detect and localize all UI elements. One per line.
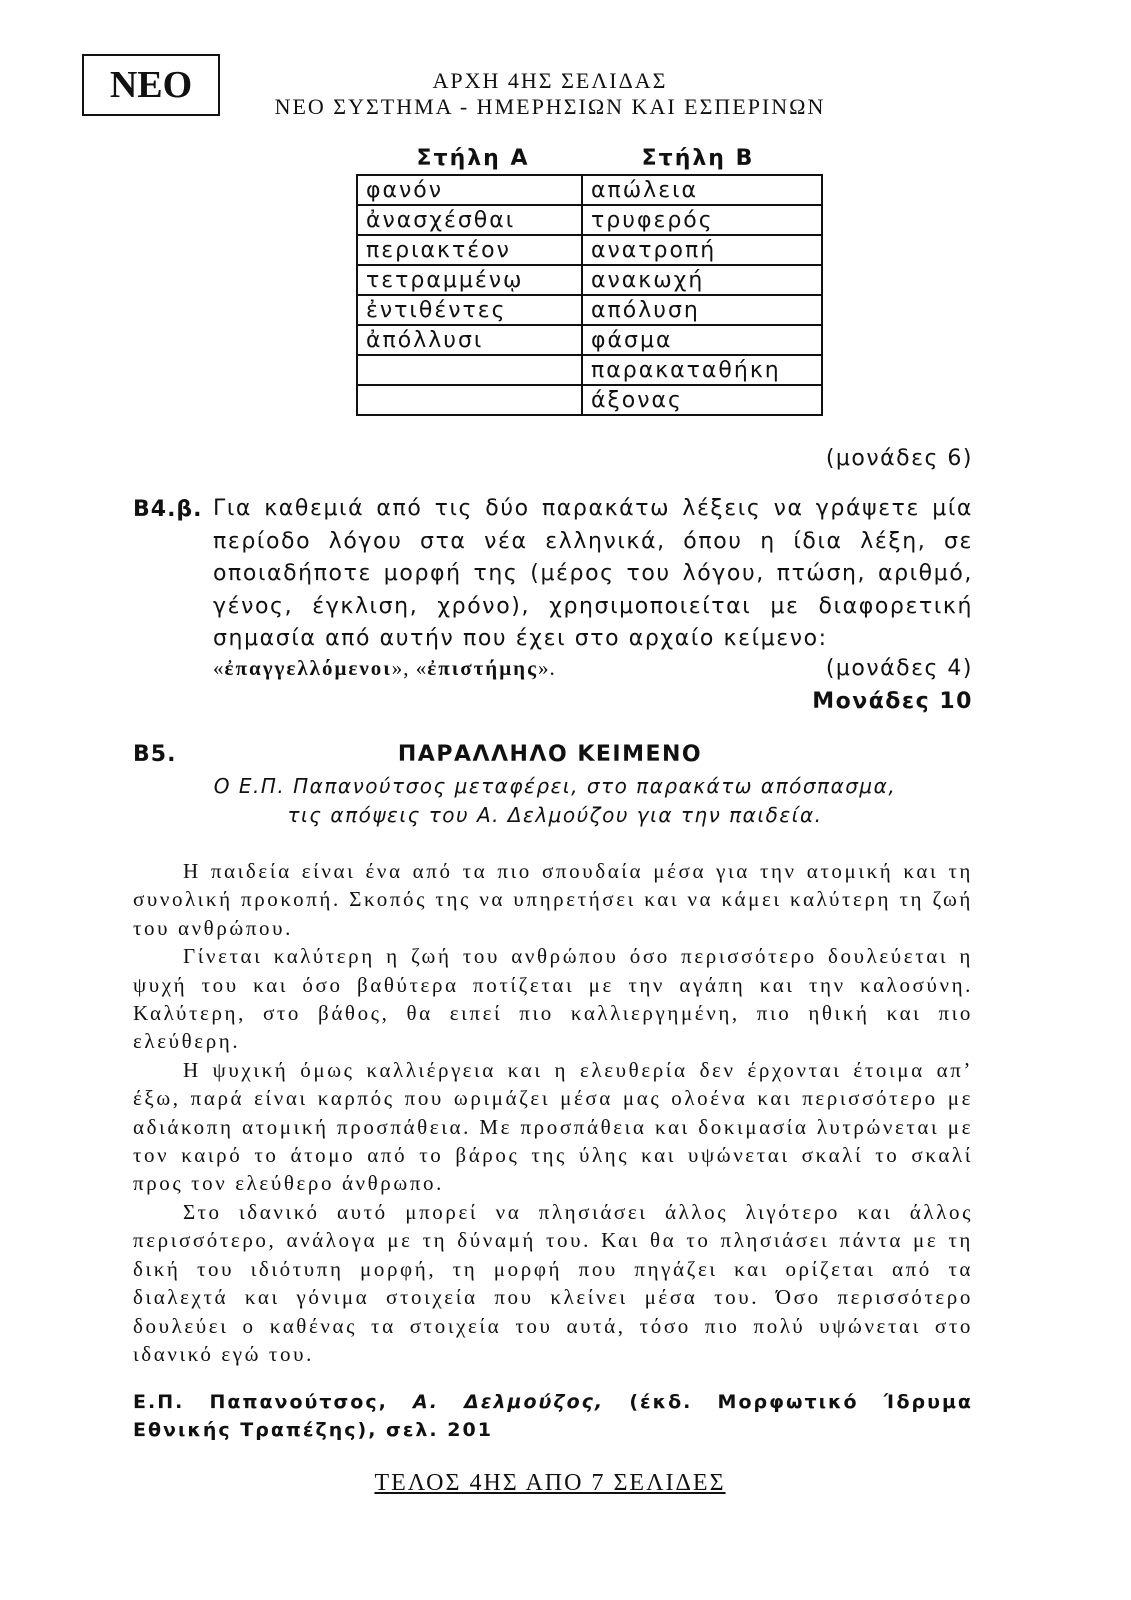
column-a-cell: ἀπόλλυσι xyxy=(357,325,582,355)
question-b4-total: Μονάδες 10 xyxy=(812,689,973,714)
intro-line-1: Ο Ε.Π. Παπανούτσος μεταφέρει, στο παρακάτω απόσπασμα, xyxy=(213,774,897,798)
source-publisher: (έκδ. Μορφωτικό Ίδρυμα Εθνικής Τραπέζης), σελ. 201 xyxy=(133,1391,973,1441)
question-b5-intro xyxy=(140,772,970,830)
question-b5-title: ΠΑΡΑΛΛΗΛΟ ΚΕΙΜΕΝΟ xyxy=(397,742,703,767)
table-row xyxy=(357,325,822,355)
column-b-cell: απώλεια xyxy=(582,175,822,205)
column-a-cell: φανόν xyxy=(357,175,582,205)
column-b-cell: φάσμα xyxy=(582,325,822,355)
question-b4-label: Β4.β. xyxy=(133,497,203,522)
column-b-cell: ανατροπή xyxy=(582,235,822,265)
column-a-cell: περιακτέον xyxy=(357,235,582,265)
page-footer: ΤΕΛΟΣ 4ΗΣ ΑΠΟ 7 ΣΕΛΙΔΕΣ xyxy=(374,1470,726,1496)
source-citation xyxy=(133,1388,973,1444)
column-b-cell: παρακαταθήκη xyxy=(582,355,822,385)
passage-paragraph: Γίνεται καλύτερη η ζωή του ανθρώπου όσο περισσότερο δουλεύεται η ψυχή του και όσο βαθύτερα ποτίζεται με την αγάπη και την καλοσύνη. Καλύτερη, στο βάθος, θα ειπεί πιο καλλιεργημένη, πιο ηθική και πιο ελεύθερη. xyxy=(133,944,973,1054)
column-b-cell: ανακωχή xyxy=(582,265,822,295)
passage-paragraph: Στο ιδανικό αυτό μπορεί να πλησιάσει άλλος λιγότερο και άλλος περισσότερο, ανάλογα με τη δύναμή του. Και θα το πλησιάσει πάντα με τη δική του ιδιότυπη μορφή, τη μορφή που πηγάζει και ορίζεται από τα διαλεχτά και γόνιμα στοιχεία που κλείνει μέσα του. Όσο περισσότερο δουλεύει ο καθένας τα στοιχεία του αυτά, τόσο πιο πολύ υψώνεται στο ιδανικό εγώ του. xyxy=(133,1199,973,1366)
table-row xyxy=(357,205,822,235)
table-points: (μονάδες 6) xyxy=(825,446,973,471)
question-b4-text: Για καθεμιά από τις δύο παρακάτω λέξεις να γράψετε μία περίοδο λόγου στα νέα ελληνικά, όπου η ίδια λέξη, σε οποιαδήποτε μορφή της (μέρος του λόγου, πτώση, αριθμό, γένος, έγκλιση, χρόνο), χρησιμοποιείται με διαφορετική σημασία από αυτήν που έχει στο αρχαίο κείμενο: xyxy=(213,496,973,651)
question-b4-words: «ἐπαγγελλόμενοι», «ἐπιστήμης». xyxy=(213,656,556,680)
column-b-cell: απόλυση xyxy=(582,295,822,325)
table-row xyxy=(357,175,822,205)
question-b4-points: (μονάδες 4) xyxy=(825,656,973,681)
passage-paragraph: Η παιδεία είναι ένα από τα πιο σπουδαία μέσα για την ατομική και τη συνολική προκοπή. Σκοπός της να υπηρετήσει και να κάμει καλύτερη τη ζωή του ανθρώπου. xyxy=(133,859,973,940)
column-a-cell xyxy=(357,355,582,385)
column-a-cell: ἐντιθέντες xyxy=(357,295,582,325)
source-author: Ε.Π. Παπανούτσος, xyxy=(133,1391,388,1413)
neo-badge: ΝΕΟ xyxy=(82,54,220,116)
parallel-text xyxy=(133,857,973,1368)
word-1: ἐπαγγελλόμενοι xyxy=(224,656,392,680)
word-2: ἐπιστήμης xyxy=(427,656,538,680)
column-b-heading: Στήλη Β xyxy=(641,146,755,171)
passage-paragraph: Η ψυχική όμως καλλιέργεια και η ελευθερία δεν έρχονται έτοιμα απ’ έξω, παρά είναι καρπός που ωριμάζει μέσα μας ολοένα και περισσότερο με αδιάκοπη ατομική προσπάθεια. Με προσπάθεια και δοκιμασία λυτρώνεται με τον καιρό το άτομο από το βάρος της ύλης και υψώνεται σκαλί το σκαλί προς τον ελεύθερο άνθρωπο. xyxy=(133,1057,973,1196)
table-row xyxy=(357,235,822,265)
table-row xyxy=(357,355,822,385)
column-b-cell: τρυφερός xyxy=(582,205,822,235)
table-row xyxy=(357,385,822,415)
matching-table xyxy=(356,174,823,416)
table-row xyxy=(357,265,822,295)
column-a-cell: τετραμμένῳ xyxy=(357,265,582,295)
column-a-cell xyxy=(357,385,582,415)
column-a-heading: Στήλη Α xyxy=(416,146,530,171)
intro-line-2: τις απόψεις του Α. Δελμούζου για την παιδεία. xyxy=(287,803,823,827)
page-header-system: ΝΕΟ ΣΥΣΤΗΜΑ - ΗΜΕΡΗΣΙΩΝ ΚΑΙ ΕΣΠΕΡΙΝΩΝ xyxy=(274,94,826,119)
question-b5-label: Β5. xyxy=(133,742,177,767)
page-header-start: ΑΡΧΗ 4ΗΣ ΣΕΛΙΔΑΣ xyxy=(432,68,668,93)
column-b-cell: άξονας xyxy=(582,385,822,415)
source-title: Α. Δελμούζος, xyxy=(413,1391,605,1413)
table-row xyxy=(357,295,822,325)
column-a-cell: ἀνασχέσθαι xyxy=(357,205,582,235)
